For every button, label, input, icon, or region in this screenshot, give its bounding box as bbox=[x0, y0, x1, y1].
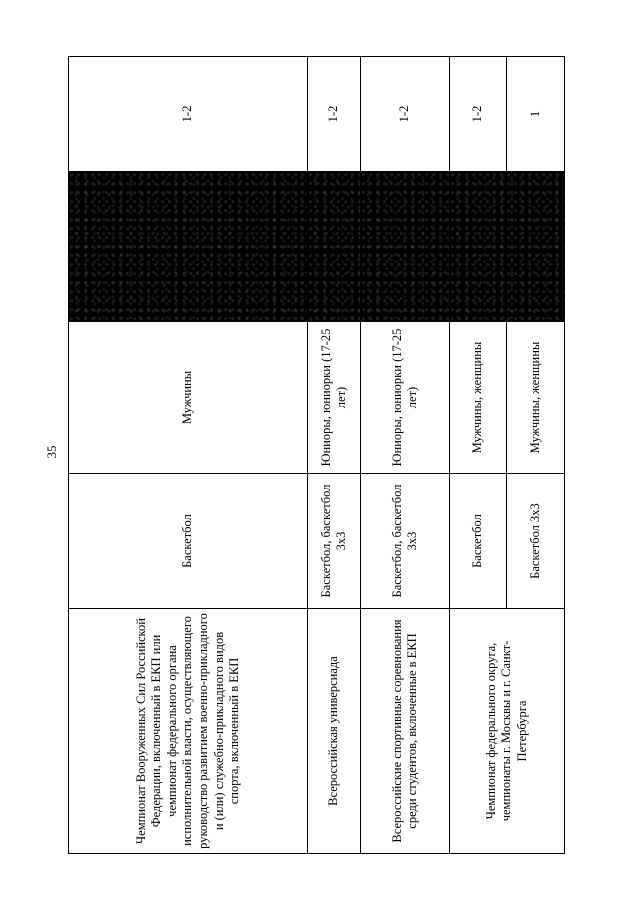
competition-cell: Всероссийские спортивные соревнования среди студентов, включенные в ЕКП bbox=[361, 609, 450, 854]
competition-cell: Всероссийская универсиада bbox=[308, 609, 361, 854]
place-cell: 1-2 bbox=[308, 57, 361, 172]
redacted-cell bbox=[308, 172, 361, 322]
page-number: 35 bbox=[44, 445, 59, 459]
discipline-cell: Баскетбол 3х3 bbox=[507, 474, 565, 609]
group-cell: Юниоры, юниорки (17-25 лет) bbox=[361, 322, 450, 474]
competition-cell: Чемпионат федерального округа, чемпионаты г. Москвы и г. Санкт-Петербурга bbox=[450, 609, 565, 854]
place-cell: 1-2 bbox=[450, 57, 507, 172]
place-cell: 1 bbox=[507, 57, 565, 172]
group-cell: Юниоры, юниорки (17-25 лет) bbox=[308, 322, 361, 474]
group-cell: Мужчины, женщины bbox=[450, 322, 507, 474]
table-row bbox=[450, 57, 507, 854]
redacted-cell bbox=[450, 172, 565, 322]
group-cell: Мужчины, женщины bbox=[507, 322, 565, 474]
discipline-cell: Баскетбол bbox=[450, 474, 507, 609]
table-row bbox=[308, 57, 361, 854]
group-cell: Мужчины bbox=[69, 322, 308, 474]
competition-cell: Чемпионат Вооруженных Сил Российской Федерации, включенный в ЕКП или чемпионат федерального органа исполнительной власти, осуществляющего руководство развитием военно-прикладного и (или) служебно-прикладного видов спорта, включенный в ЕКП bbox=[69, 609, 308, 854]
place-cell: 1-2 bbox=[69, 57, 308, 172]
discipline-cell: Баскетбол bbox=[69, 474, 308, 609]
sports-competitions-table bbox=[68, 56, 565, 854]
discipline-cell: Баскетбол, баскетбол 3х3 bbox=[308, 474, 361, 609]
place-cell: 1-2 bbox=[361, 57, 450, 172]
redacted-cell bbox=[361, 172, 450, 322]
rotated-table-wrapper bbox=[68, 57, 565, 854]
table-row bbox=[69, 57, 308, 854]
table-row bbox=[361, 57, 450, 854]
redacted-cell bbox=[69, 172, 308, 322]
discipline-cell: Баскетбол, баскетбол 3х3 bbox=[361, 474, 450, 609]
